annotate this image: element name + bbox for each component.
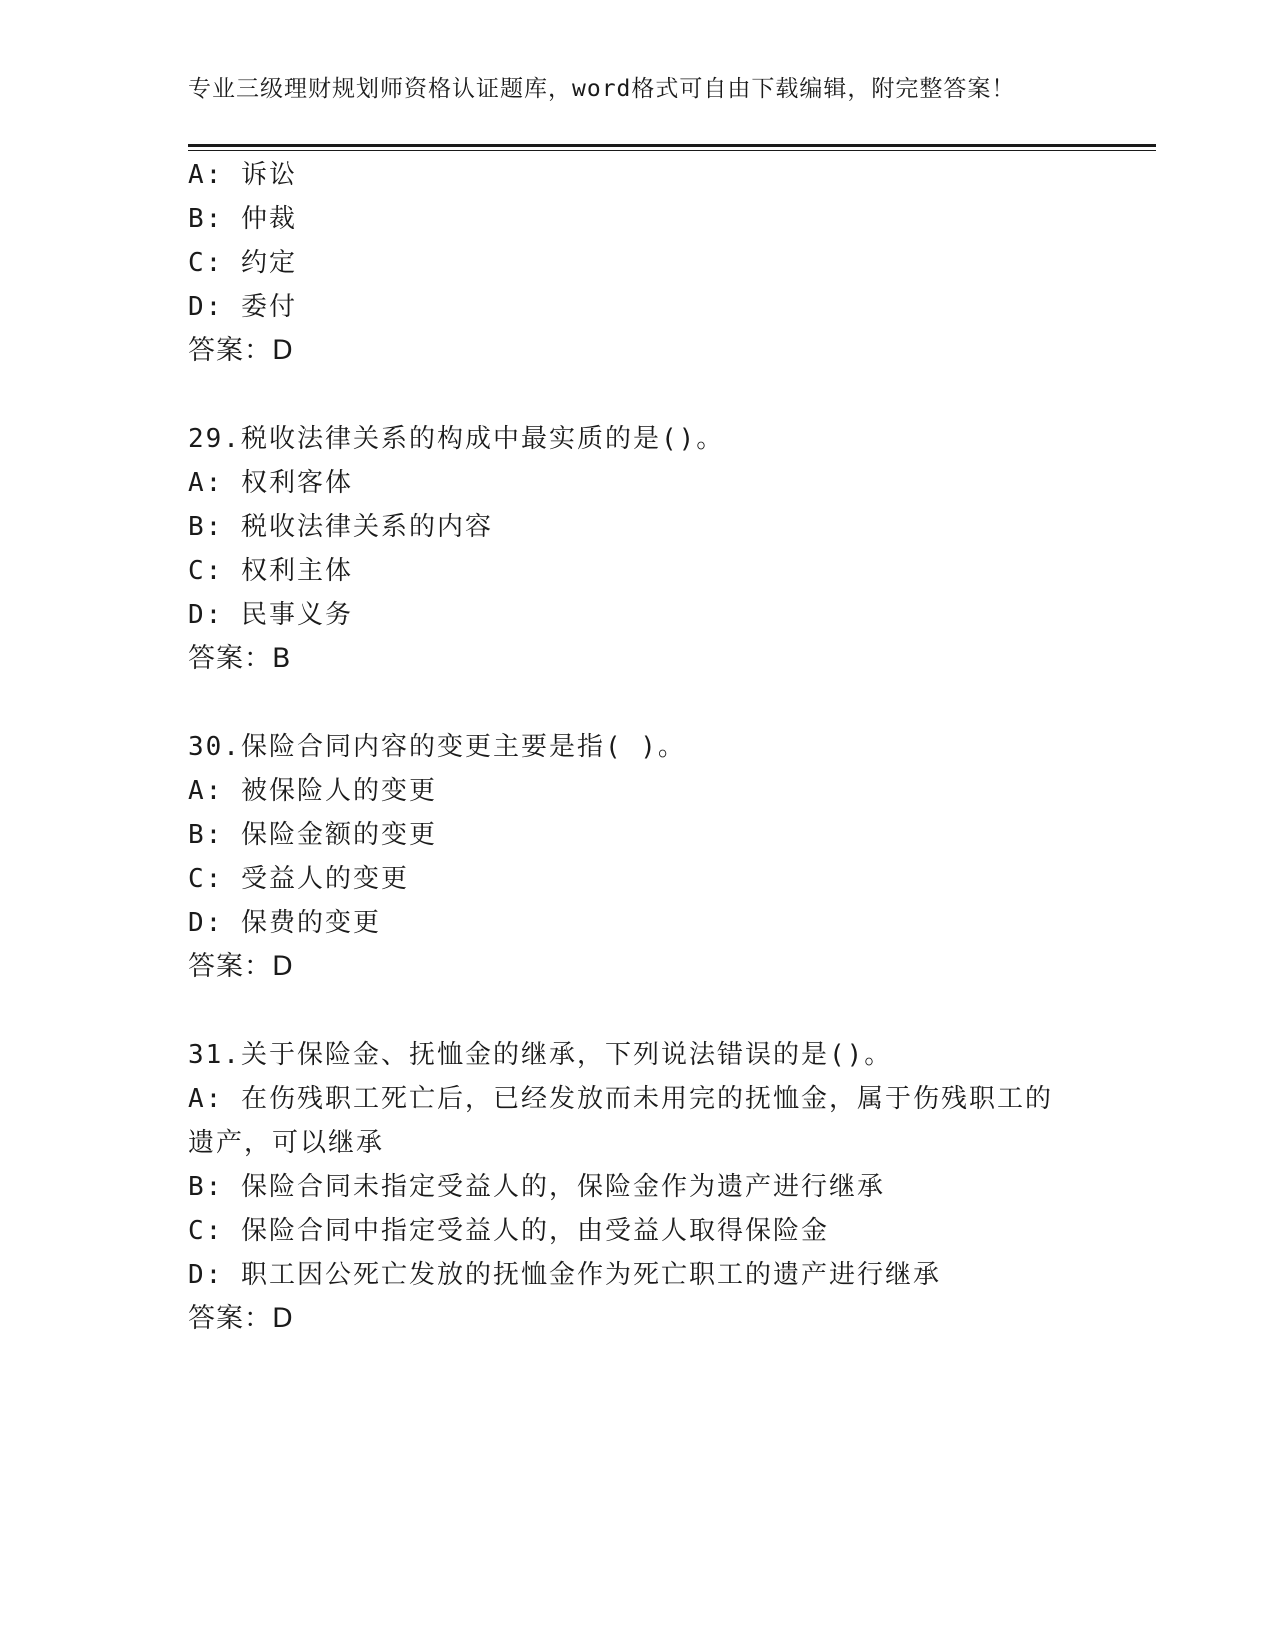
header-divider-thin [188, 150, 1156, 151]
q29-question: 29.税收法律关系的构成中最实质的是()。 [188, 424, 725, 454]
q30-option-d: D: 保费的变更 [188, 908, 381, 938]
q31-option-a-continued: 遗产，可以继承 [188, 1128, 385, 1158]
q29-option-d: D: 民事义务 [188, 600, 353, 630]
page-header: 专业三级理财规划师资格认证题库，word格式可自由下载编辑，附完整答案！ [188, 76, 1016, 102]
q29-option-b: B: 税收法律关系的内容 [188, 512, 493, 542]
q31-option-d: D: 职工因公死亡发放的抚恤金作为死亡职工的遗产进行继承 [188, 1260, 941, 1290]
q30-question: 30.保险合同内容的变更主要是指( )。 [188, 732, 686, 762]
q29-option-a: A: 权利客体 [188, 468, 353, 498]
q31-answer: 答案：D [188, 1303, 294, 1334]
q31-question: 31.关于保险金、抚恤金的继承，下列说法错误的是()。 [188, 1040, 893, 1070]
q28-option-a: A: 诉讼 [188, 160, 297, 190]
q30-option-c: C: 受益人的变更 [188, 864, 409, 894]
q31-option-c: C: 保险合同中指定受益人的，由受益人取得保险金 [188, 1216, 829, 1246]
q31-option-a: A: 在伤残职工死亡后，已经发放而未用完的抚恤金，属于伤残职工的 [188, 1084, 1053, 1114]
q29-answer: 答案：B [188, 643, 292, 674]
header-divider-thick [188, 144, 1156, 147]
q30-option-a: A: 被保险人的变更 [188, 776, 437, 806]
q28-answer: 答案：D [188, 335, 294, 366]
q29-option-c: C: 权利主体 [188, 556, 353, 586]
q30-answer: 答案：D [188, 951, 294, 982]
q28-option-c: C: 约定 [188, 248, 297, 278]
q31-option-b: B: 保险合同未指定受益人的，保险金作为遗产进行继承 [188, 1172, 885, 1202]
q28-option-b: B: 仲裁 [188, 204, 297, 234]
q30-option-b: B: 保险金额的变更 [188, 820, 437, 850]
q28-option-d: D: 委付 [188, 292, 297, 322]
